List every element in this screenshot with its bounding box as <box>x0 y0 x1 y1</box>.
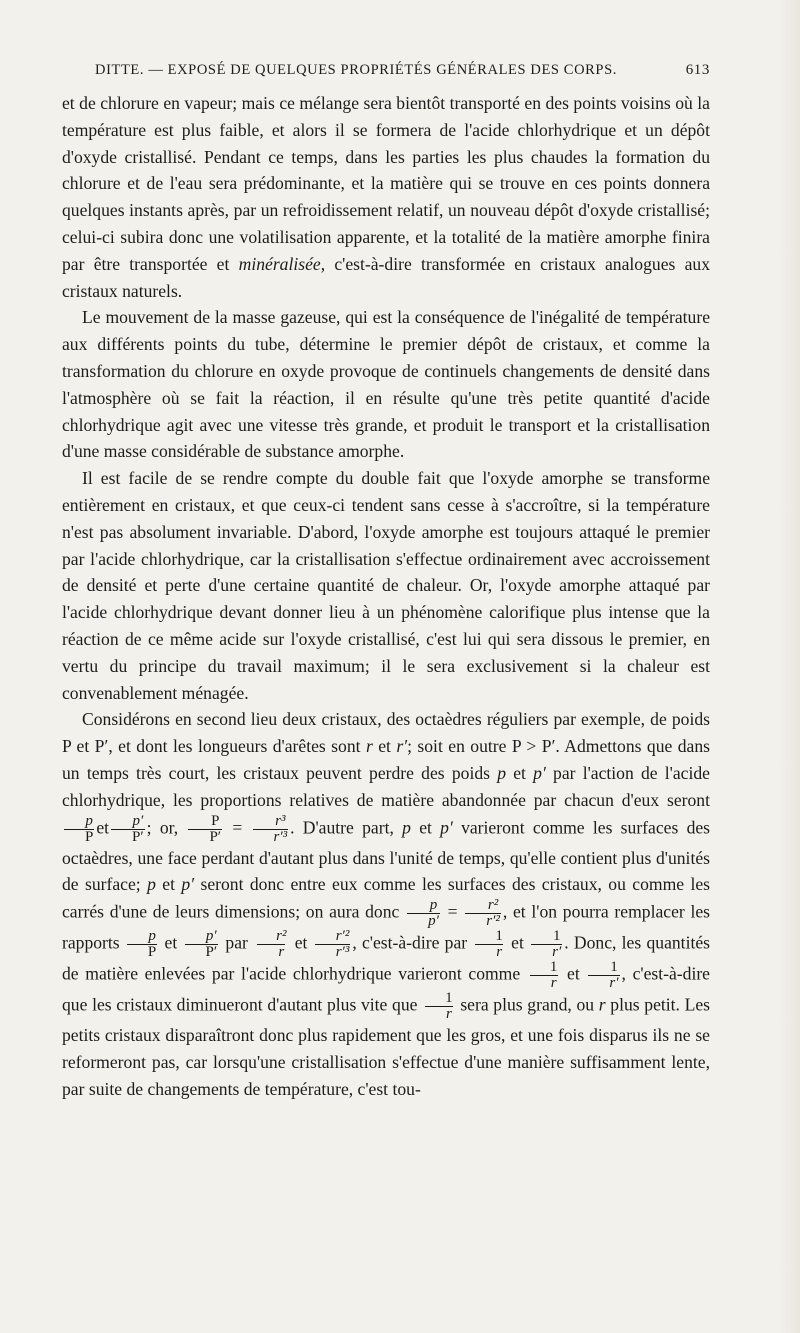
p4-text: = <box>232 817 243 838</box>
paragraph-1-end: , c'est-à-dire transformée en cristaux analogues aux cristaux naturels. <box>62 253 710 301</box>
fraction-denominator: P <box>64 829 94 845</box>
p4-text: et <box>567 963 580 984</box>
fraction <box>424 991 454 1022</box>
fraction <box>64 814 94 845</box>
fraction-denominator: r′³ <box>253 829 289 845</box>
p4-text: ; or, <box>146 817 179 838</box>
fraction-denominator: r′³ <box>315 944 351 960</box>
p4-text: plus petit. Les petits cristaux disparaîtront donc plus rapidement que les gros, et une fois disparus ils ne se reformeront pas, car lorsqu'une cristallisation s'effectue d'une manière suffisamment lente, par suite de changements de température, c'est tou- <box>62 994 711 1099</box>
fraction <box>588 960 619 991</box>
p4-text: , et l'on pourra remplacer les rapports <box>62 901 711 953</box>
p4-text: , c'est-à-dire que les cristaux diminueront d'autant plus vite que <box>62 963 710 1015</box>
fraction-numerator: r′² <box>335 928 350 945</box>
fraction <box>188 814 222 845</box>
p4-text: et <box>511 932 524 953</box>
fraction-denominator: P′ <box>185 944 219 960</box>
p4-text: . D'autre part, <box>290 817 394 838</box>
fraction <box>185 929 219 960</box>
paragraph-3: Il est facile de se rendre compte du double fait que l'oxyde amorphe se transforme entièrement en cristaux, et que ceux-ci tendent sans cesse à s'accroître, si la température n'est pas absolument invariable. D'abord, l'oxyde amorphe est toujours attaqué le premier par l'acide chlorhydrique, car la cristallisation s'effectue ordinairement avec accroissement de densité et perte d'une certaine quantité de chaleur. Or, l'oxyde amorphe attaqué par l'acide chlorhydrique devant donner lieu à un phénomène calorifique plus intense que la réaction de ce même acide sur l'oxyde cristallisé, c'est lui qui sera dissous le premier, en vertu du principe du travail maximum; il le sera exclusivement si la chaleur est convenablement ménagée. <box>62 468 710 703</box>
paragraph-1 <box>62 90 710 304</box>
page-number: 613 <box>685 62 710 78</box>
fraction-denominator: r <box>257 944 285 960</box>
p4-var: p <box>147 874 156 895</box>
p4-text: et <box>96 817 110 838</box>
fraction-numerator: 1 <box>552 928 561 945</box>
fraction-numerator: p′ <box>132 812 144 829</box>
paragraph-2: Le mouvement de la masse gazeuse, qui est la conséquence de l'inégalité de température aux différents points du tube, détermine le premier dépôt de cristaux, et comme la transformation du chlorure en oxyde provoque de continuels changements de densité dans l'atmosphère où se fait la réaction, il en résulte qu'une très petite quantité d'acide chlorhydrique agit avec une vitesse très grande, et produit le transport et la cristallisation d'une masse considérable de substance amorphe. <box>62 307 710 462</box>
fraction-denominator: r <box>475 944 503 960</box>
fraction-denominator: r′² <box>465 913 501 929</box>
fraction <box>529 960 559 991</box>
fraction-numerator: r² <box>276 928 287 945</box>
p4-text: et <box>513 762 526 783</box>
p4-text: par l'action de l'acide chlorhydrique, les proportions relatives de matière abandonnée par chacun d'eux seront <box>62 762 710 810</box>
paragraph-4 <box>62 706 710 1102</box>
running-header <box>95 62 710 79</box>
p4-text: varieront comme les surfaces des octaèdres, une face perdant d'autant plus dans l'unité de temps, qu'elle contient plus d'unités de surface; <box>62 817 711 895</box>
p4-text: et <box>378 736 391 757</box>
fraction <box>465 898 501 929</box>
fraction <box>315 929 351 960</box>
fraction-numerator: 1 <box>495 928 503 945</box>
p4-text: sera plus grand, ou <box>460 994 595 1015</box>
p4-text: ; soit en outre P > P′. Admettons que dans un temps très court, les cristaux peuvent perdre des poids <box>62 736 710 783</box>
fraction-denominator: P′ <box>111 829 145 845</box>
fraction-numerator: p′ <box>205 928 217 945</box>
fraction-denominator: r <box>425 1006 453 1022</box>
fraction-denominator: P′ <box>188 829 222 845</box>
fraction <box>474 929 504 960</box>
fraction <box>127 929 157 960</box>
fraction-denominator: r′ <box>531 944 562 960</box>
fraction-numerator: P <box>211 812 220 829</box>
p4-var: p′ <box>440 817 453 838</box>
p4-var: p <box>402 817 411 838</box>
fraction <box>531 929 562 960</box>
emphasis-mineralisee: minéralisée <box>238 253 321 274</box>
fraction-numerator: p <box>429 897 438 914</box>
p4-var: p <box>497 762 506 783</box>
fraction <box>407 898 440 929</box>
fraction-numerator: r³ <box>275 812 286 829</box>
fraction <box>111 814 145 845</box>
fraction-numerator: p <box>148 928 156 945</box>
p4-text: seront donc entre eux comme les surfaces des cristaux, ou comme les carrés d'une de leurs dimensions; on aura donc <box>62 874 711 922</box>
p4-var: r <box>365 736 373 757</box>
p4-text: . Donc, les quantités de matière enlevées par l'acide chlorhydrique varieront comme <box>62 932 710 984</box>
p4-text: = <box>447 901 458 922</box>
p4-var: r′ <box>396 736 408 757</box>
body-text <box>62 90 710 1103</box>
p4-text: et <box>162 874 175 895</box>
fraction-numerator: 1 <box>445 990 453 1007</box>
header-title: DITTE. — EXPOSÉ DE QUELQUES PROPRIÉTÉS GÉNÉRALES DES CORPS. <box>95 62 617 78</box>
p4-text: , c'est-à-dire par <box>352 932 468 953</box>
p4-var: p′ <box>181 874 195 895</box>
p4-text: et <box>164 932 178 953</box>
fraction-denominator: r <box>530 975 558 991</box>
fraction-denominator: p′ <box>407 913 440 929</box>
p4-text: et <box>419 817 432 838</box>
fraction-denominator: P <box>127 944 157 960</box>
fraction-numerator: r² <box>487 897 499 914</box>
fraction <box>253 814 289 845</box>
p4-var: p′ <box>533 762 546 783</box>
fraction-denominator: r′ <box>588 975 619 991</box>
p4-text: par <box>225 932 248 953</box>
scan-edge <box>778 0 800 1333</box>
paragraph-1-text: et de chlorure en vapeur; mais ce mélange sera bientôt transporté en des points voisins où la température est plus faible, et alors il se formera de l'acide chlorhydrique et un dépôt d'oxyde cristallisé. Pendant ce temps, dans les parties les plus chaudes la formation du chlorure et de l'eau sera prédominante, et la matière qui se trouve en ces points donnera quelques instants après, par un refroidissement relatif, un nouveau dépôt d'oxyde cristallisé; celui-ci subira donc une volatilisation apparente, et la totalité de la matière amorphe finira par être transportée et <box>62 93 710 274</box>
p4-var: r <box>598 994 606 1015</box>
fraction-numerator: 1 <box>610 959 618 976</box>
p4-text: et <box>294 932 308 953</box>
p4-text: Considérons en second lieu deux cristaux, des octaèdres réguliers par exemple, de poids P et P′, et dont les longueurs d'arêtes sont <box>62 709 710 757</box>
fraction <box>255 929 287 960</box>
fraction-numerator: 1 <box>549 959 558 976</box>
fraction-numerator: p <box>85 812 93 829</box>
